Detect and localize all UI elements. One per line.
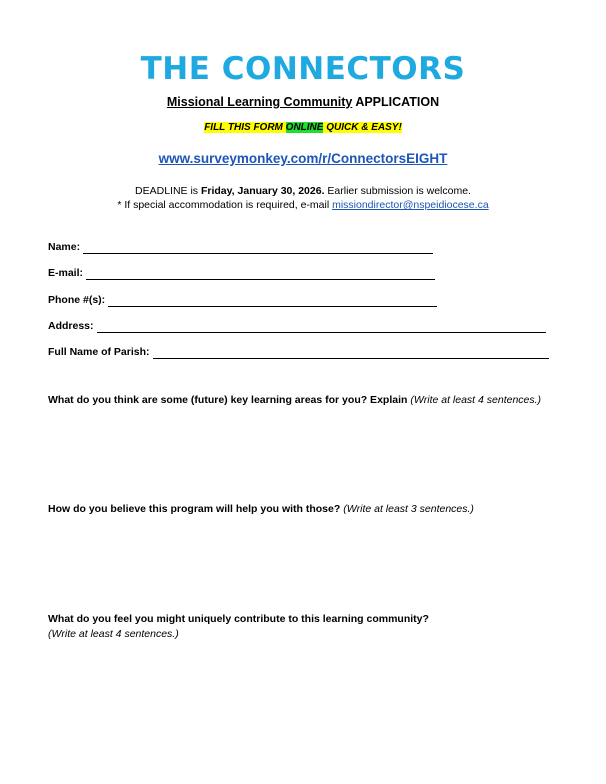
question-3-note: (Write at least 4 sentences.) <box>48 628 179 640</box>
parish-field <box>48 345 549 359</box>
name-label: Name: <box>48 241 81 253</box>
email-field <box>48 266 435 280</box>
parish-input-line[interactable] <box>153 347 549 359</box>
parish-label: Full Name of Parish: <box>48 346 150 358</box>
question-2 <box>48 502 474 516</box>
subtitle-rest: APPLICATION <box>352 95 440 109</box>
email-label: E-mail: <box>48 267 84 279</box>
online-instruction <box>0 121 606 134</box>
email-input-line[interactable] <box>86 268 435 280</box>
name-field <box>48 240 433 254</box>
question-2-text: How do you believe this program will help you with those? <box>48 503 341 515</box>
deadline-prefix: DEADLINE is <box>135 185 201 197</box>
accommodation-text: * If special accommodation is required, e-mail <box>117 199 333 211</box>
phone-input-line[interactable] <box>108 295 437 307</box>
name-input-line[interactable] <box>83 242 433 254</box>
deadline-line <box>0 184 606 198</box>
question-3 <box>48 612 429 626</box>
survey-link[interactable]: www.surveymonkey.com/r/ConnectorsEIGHT <box>158 151 448 166</box>
phone-field <box>48 293 437 307</box>
form-subtitle <box>0 94 606 110</box>
online-suffix: QUICK & EASY! <box>323 122 402 133</box>
online-word: ONLINE <box>285 122 324 133</box>
deadline-suffix: Earlier submission is welcome. <box>324 185 471 197</box>
question-3-text: What do you feel you might uniquely contribute to this learning community? <box>48 613 429 625</box>
address-field <box>48 319 546 333</box>
subtitle-underlined: Missional Learning Community <box>166 95 353 109</box>
online-prefix: FILL THIS FORM <box>204 122 286 133</box>
question-1-text: What do you think are some (future) key learning areas for you? Explain <box>48 394 408 406</box>
question-1 <box>48 393 541 407</box>
page-title: THE CONNECTORS <box>140 51 466 87</box>
address-label: Address: <box>48 320 94 332</box>
address-input-line[interactable] <box>97 321 546 333</box>
question-1-note: (Write at least 4 sentences.) <box>410 394 542 406</box>
phone-label: Phone #(s): <box>48 294 106 306</box>
accommodation-line <box>0 198 606 212</box>
question-2-note: (Write at least 3 sentences.) <box>343 503 474 515</box>
deadline-date: Friday, January 30, 2026. <box>200 185 325 197</box>
contact-email-link[interactable]: missiondirector@nspeidiocese.ca <box>332 199 489 211</box>
